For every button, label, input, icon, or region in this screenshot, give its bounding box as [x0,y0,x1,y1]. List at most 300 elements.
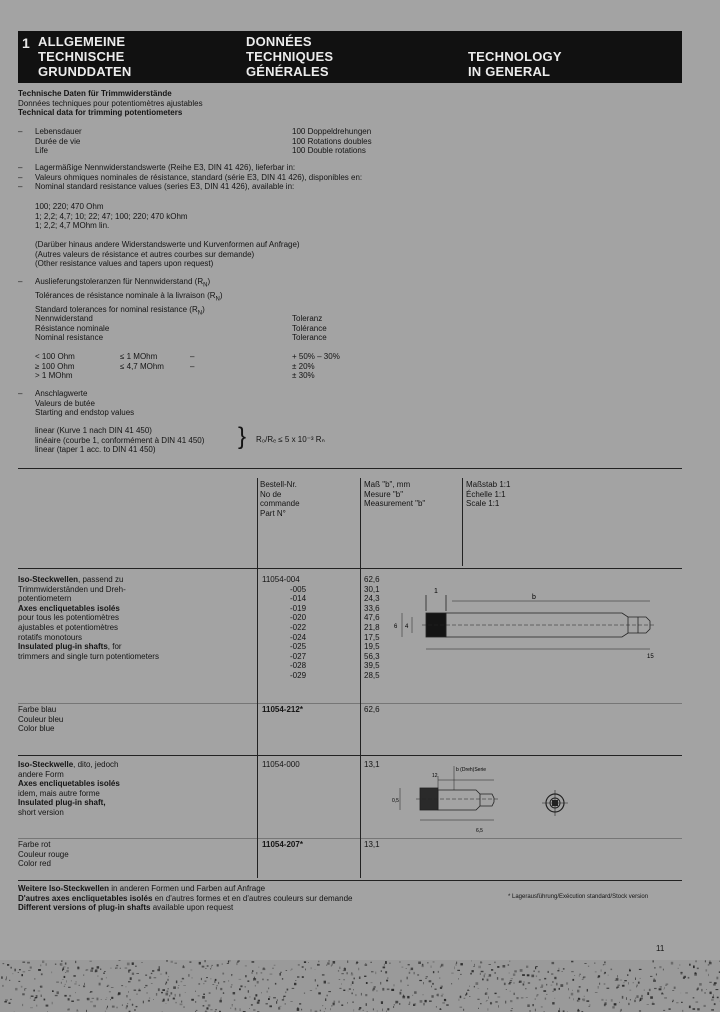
noise-speck [266,1003,268,1004]
noise-speck [277,999,278,1001]
noise-speck [10,999,12,1000]
noise-speck [77,1009,78,1011]
noise-speck [136,1006,138,1007]
noise-speck [167,979,169,981]
row-4-parts [262,840,303,850]
tolerance-col-tol [292,352,340,381]
desc-line: ajustables et potentiomètres [18,622,119,632]
noise-speck [372,989,374,991]
row-4-desc [18,840,69,869]
noise-speck [334,1001,336,1003]
noise-speck [272,968,273,969]
noise-speck [325,998,326,1001]
noise-speck [410,970,411,971]
noise-speck [603,964,606,965]
noise-speck [9,980,10,981]
measure: 30,1 [364,584,380,594]
noise-speck [571,993,573,996]
noise-speck [86,969,88,971]
noise-speck [353,1009,354,1011]
life-labels [35,127,82,156]
noise-speck [577,1010,580,1012]
noise-speck [423,1003,425,1006]
noise-speck [654,967,656,968]
noise-speck [383,967,386,969]
noise-speck [595,992,598,993]
noise-speck [497,977,498,980]
noise-speck [333,1003,335,1006]
noise-speck [99,983,101,986]
noise-speck [399,961,400,962]
noise-speck [431,966,432,968]
noise-speck [35,997,37,998]
noise-speck [623,983,625,984]
noise-speck [348,991,349,992]
noise-speck [148,1000,150,1002]
noise-speck [607,988,610,989]
noise-speck [573,998,574,1000]
header-cell: Measurement "b" [364,499,426,509]
noise-speck [705,992,706,993]
noise-speck [653,1002,654,1004]
noise-speck [255,994,257,996]
noise-speck [352,1001,354,1003]
noise-speck [629,970,631,972]
noise-speck [538,971,540,973]
noise-speck [587,989,588,991]
noise-speck [551,985,553,986]
noise-speck [280,972,282,973]
noise-speck [537,994,539,995]
noise-speck [282,999,284,1001]
brace: } [238,423,247,450]
footer-rest: in anderen Formen und Farben auf Anfrage [109,884,266,893]
noise-speck [478,966,481,969]
noise-speck [387,1008,389,1010]
noise-speck [347,1003,348,1004]
noise-speck [110,999,111,1000]
noise-speck [425,1000,427,1002]
noise-speck [254,997,256,1000]
noise-speck [626,997,627,1000]
measure: 28,5 [364,670,380,680]
noise-speck [165,983,166,985]
noise-speck [400,980,401,983]
noise-speck [90,992,92,993]
noise-speck [437,994,439,997]
noise-speck [299,1003,301,1005]
noise-speck [269,996,271,997]
noise-speck [539,979,541,980]
noise-speck [215,979,217,981]
plug-in-shaft-drawing [392,583,682,663]
resistance-value: 100; 220; 470 Ohm [35,202,104,211]
noise-speck [116,965,118,966]
noise-speck [663,989,664,990]
noise-speck [212,965,213,966]
short-shaft-drawing [390,762,530,842]
noise-speck [640,978,641,979]
noise-speck [245,997,247,999]
noise-speck [669,1008,671,1009]
noise-speck [261,992,262,993]
noise-speck [419,980,422,981]
noise-speck [463,1009,464,1011]
dim-b: b [532,594,536,601]
noise-speck [604,962,605,964]
desc-line: pour tous les potentiomètres [18,613,119,623]
short-shaft-body [438,790,494,810]
noise-speck [594,963,595,964]
noise-speck [44,999,46,1001]
noise-speck [650,996,653,999]
noise-speck [431,986,432,988]
noise-speck [373,1008,374,1010]
noise-speck [202,996,205,999]
column-head: Tolérance [292,323,327,333]
noise-speck [601,999,603,1001]
header-cell: Bestell-Nr. [260,480,297,489]
noise-speck [198,983,200,984]
noise-speck [535,966,537,967]
noise-speck [138,980,140,982]
noise-speck [71,981,72,982]
noise-speck [543,990,546,992]
noise-speck [319,961,320,963]
noise-speck [664,987,665,989]
noise-speck [222,963,223,964]
noise-speck [634,1000,635,1002]
bullet: – [18,163,23,172]
noise-speck [248,990,249,993]
noise-speck [68,967,69,969]
noise-speck [616,978,619,981]
noise-speck [14,969,16,972]
noise-speck [370,962,372,963]
noise-speck [162,989,165,991]
noise-speck [223,993,225,994]
column-head: Résistance nominale [35,323,110,333]
header-de-line: GRUNDDATEN [38,64,132,79]
noise-speck [428,981,429,982]
noise-speck [22,962,25,963]
noise-speck [30,997,31,999]
noise-speck [533,971,535,972]
noise-speck [205,968,206,969]
desc-line: trimmers and single turn potentiometers [18,651,159,661]
noise-speck [411,968,413,971]
noise-speck [214,981,216,983]
noise-speck [259,967,260,968]
noise-speck [233,992,236,994]
noise-speck [582,999,583,1000]
noise-speck [681,993,682,994]
noise-speck [173,998,175,1000]
noise-speck [308,962,309,963]
noise-speck [125,987,126,988]
noise-speck [64,995,66,997]
noise-speck [535,999,536,1000]
noise-speck [514,993,515,995]
noise-speck [409,1002,410,1004]
noise-speck [183,1006,185,1008]
noise-speck [171,961,173,963]
resistance-notes [35,240,300,269]
noise-speck [166,993,169,996]
noise-speck [393,1006,394,1008]
noise-speck [498,1005,499,1007]
desc-rest: , dito, jedoch [73,760,119,769]
noise-speck [422,964,423,966]
noise-speck [239,988,241,990]
tolerance-cell: ≤ 4,7 MOhm [120,361,164,371]
noise-speck [509,961,510,962]
desc-line: Color blue [18,724,55,734]
noise-speck [394,1004,395,1005]
part-number: 11054-207* [262,840,303,849]
noise-speck [527,974,530,976]
noise-speck [343,979,344,980]
section-header [18,31,682,83]
noise-speck [664,997,667,999]
noise-speck [647,1004,649,1005]
noise-speck [439,1009,441,1010]
noise-speck [159,966,160,969]
noise-speck [239,979,242,980]
noise-speck [188,974,189,977]
endstop-labels [35,389,134,418]
footer-line [18,903,352,913]
noise-speck [709,982,711,983]
table-divider [462,478,463,566]
noise-speck [23,972,26,973]
noise-speck [71,1001,74,1003]
noise-speck [68,998,70,1000]
part-number: -005 [290,584,307,594]
noise-speck [141,962,142,963]
section-number: 1 [22,35,30,51]
paren: ) [219,291,223,301]
tolerance-line-text: Standard tolerances for nominal resistance (R [35,305,198,315]
noise-speck [615,980,616,981]
tolerance-bullet: – [18,277,23,286]
noise-speck [222,973,224,975]
noise-speck [40,965,41,967]
noise-speck [103,973,105,974]
header-cell: commande [260,499,300,509]
noise-speck [257,1002,260,1004]
noise-speck [659,988,662,990]
noise-speck [263,968,265,969]
noise-speck [51,972,52,974]
noise-speck [311,1009,312,1012]
noise-speck [294,983,296,985]
noise-speck [612,1006,614,1008]
noise-speck [151,983,153,984]
noise-speck [458,979,459,980]
noise-speck [212,984,214,985]
noise-speck [132,962,134,965]
desc-rest: , for [107,642,122,652]
header-fr [246,34,333,79]
noise-speck [579,975,580,976]
noise-speck [107,1006,108,1008]
noise-speck [68,1008,70,1010]
noise-speck [101,999,102,1000]
life-bullet: – [18,127,23,136]
noise-speck [508,964,510,966]
subscript: N [203,282,208,289]
desc-bold: Iso-Steckwellen [18,575,79,584]
noise-speck [513,983,514,984]
noise-speck [584,996,585,997]
noise-speck [402,967,404,968]
noise-speck [694,973,697,976]
noise-speck [628,982,629,984]
noise-speck [436,1006,437,1007]
noise-speck [115,968,116,969]
noise-speck [56,982,59,983]
noise-speck [497,966,499,968]
noise-speck [374,986,376,988]
noise-speck [57,991,59,994]
noise-speck [210,978,211,979]
noise-speck [36,1005,37,1007]
noise-speck [195,1001,196,1002]
noise-speck [175,994,176,997]
noise-speck [474,986,475,988]
noise-speck [478,1008,479,1009]
noise-speck [639,969,642,970]
noise-speck [541,985,543,987]
noise-speck [110,968,111,969]
noise-speck [4,1001,7,1003]
noise-speck [365,994,367,996]
noise-speck [627,974,628,976]
row-3-desc [18,760,120,818]
noise-speck [387,989,390,991]
noise-speck [377,1011,378,1012]
noise-speck [328,983,330,984]
noise-speck [232,984,233,986]
noise-speck [30,967,32,969]
bullet: – [18,172,23,182]
noise-speck [513,974,515,976]
noise-speck [204,960,206,962]
noise-speck [125,968,128,969]
noise-speck [431,995,433,998]
noise-speck [454,967,455,970]
noise-speck [377,990,378,991]
tolerance-cell: ± 30% [292,371,315,381]
life-value: 100 Rotations doubles [292,136,372,146]
footer-bold: Weitere Iso-Steckwellen [18,884,109,893]
resistance-lines [35,163,362,192]
noise-speck [521,998,524,999]
noise-speck [206,977,208,978]
noise-speck [237,962,238,965]
noise-speck [143,1001,144,1004]
noise-speck [689,1006,691,1009]
noise-speck [168,976,169,977]
noise-speck [65,972,66,973]
noise-speck [62,969,63,971]
noise-speck [663,969,664,971]
noise-speck [189,961,191,962]
noise-speck [111,987,114,988]
noise-speck [134,990,137,991]
desc-line: rotatifs monotours [18,632,83,642]
noise-speck [231,974,232,976]
noise-speck [116,1007,118,1009]
noise-speck [24,989,25,991]
noise-speck [597,977,599,979]
noise-speck [474,964,475,966]
noise-speck [83,975,84,976]
noise-speck [460,963,463,965]
noise-speck [614,1003,617,1005]
noise-speck [511,1008,513,1009]
noise-speck [503,965,506,968]
noise-speck [127,963,130,966]
noise-speck [267,991,268,993]
noise-speck [359,1009,361,1011]
noise-speck [638,982,640,984]
noise-speck [541,1006,543,1007]
noise-speck [464,998,466,999]
noise-speck [446,1004,449,1005]
noise-speck [611,999,613,1002]
noise-speck [173,986,176,989]
noise-speck [268,988,269,990]
row-rule [18,703,682,704]
noise-speck [510,1001,511,1002]
noise-speck [678,968,679,969]
tolerance-cell: – [190,352,195,361]
noise-speck [190,970,192,971]
table-header-measure [364,480,425,509]
noise-speck [408,964,410,965]
noise-speck [195,991,196,992]
noise-speck [191,999,194,1001]
noise-speck [11,967,12,969]
noise-speck [394,984,395,986]
resistance-note: (Other resistance values and tapers upon request) [35,259,214,269]
noise-speck [185,992,186,993]
noise-speck [478,988,480,989]
noise-speck [121,985,123,986]
noise-speck [297,1008,300,1011]
noise-speck [136,994,137,995]
noise-speck [619,1002,620,1003]
part-number: -020 [290,613,307,623]
noise-speck [228,981,229,982]
noise-speck [76,981,77,983]
noise-speck [697,989,698,991]
noise-speck [653,980,656,982]
noise-speck [672,990,674,991]
intro-title-en: Technical data for trimming potentiometers [18,108,183,118]
noise-speck [120,968,121,969]
noise-speck [524,981,525,982]
noise-speck [414,972,415,974]
header-cell: No de [260,489,282,499]
noise-speck [476,982,479,985]
noise-speck [228,960,231,961]
noise-speck [206,1008,208,1010]
noise-speck [417,974,419,976]
footer-notes [18,884,352,913]
